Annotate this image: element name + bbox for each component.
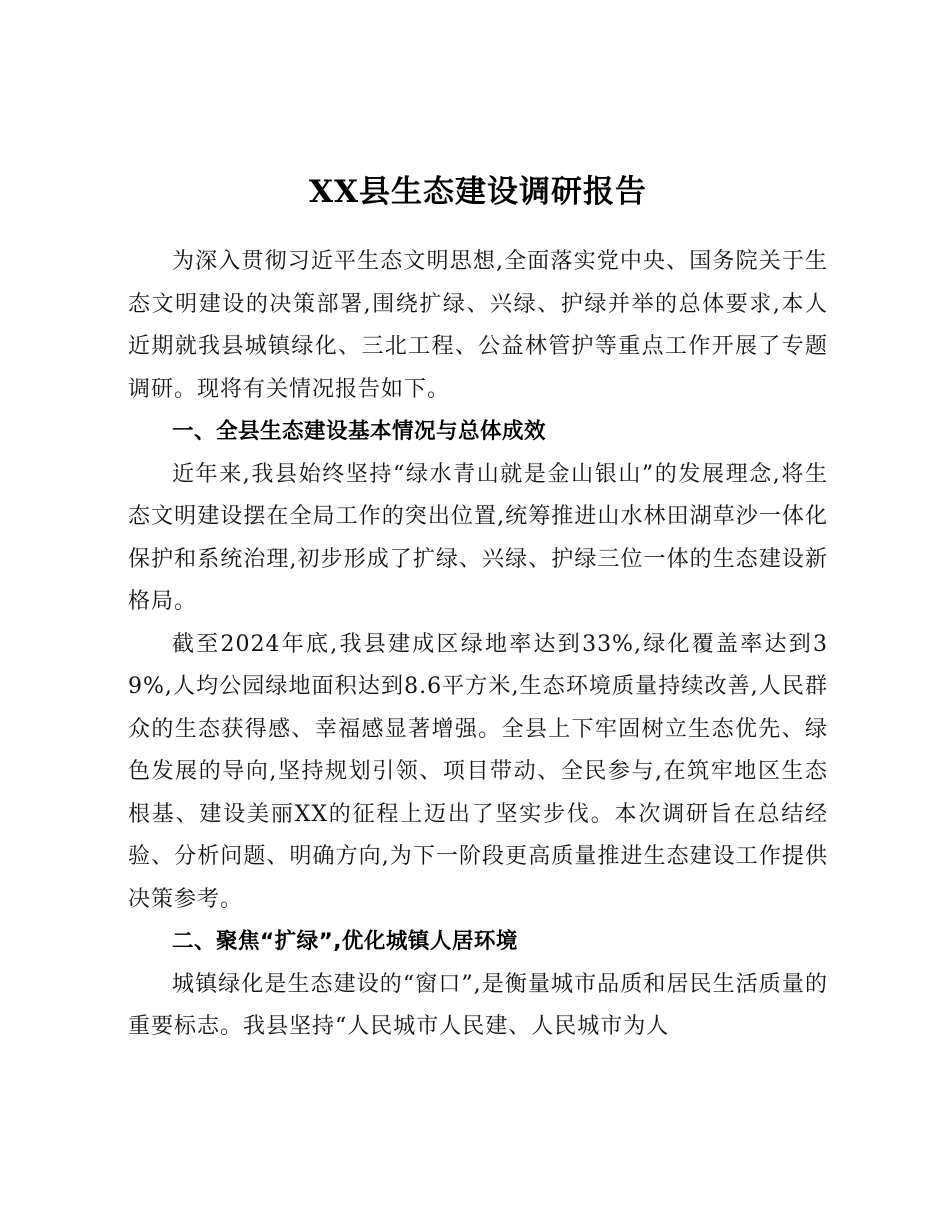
intro-paragraph: 为深入贯彻习近平生态文明思想,全面落实党中央、国务院关于生态文明建设的决策部署,围绕扩绿、兴绿、护绿并举的总体要求,本人近期就我县城镇绿化、三北工程、公益林管护等重点工作开展了专题调研。现将有关情况报告如下。 [128, 249, 828, 402]
section-heading-2: 二、聚焦“扩绿”,优化城镇人居环境 [172, 929, 518, 954]
section-heading-1: 一、全县生态建设基本情况与总体成效 [172, 419, 547, 444]
section-2-paragraph-1: 城镇绿化是生态建设的“窗口”,是衡量城市品质和居民生活质量的重要标志。我县坚持“人民城市人民建、人民城市为人 [128, 971, 828, 1039]
section-1-paragraph-1: 近年来,我县始终坚持“绿水青山就是金山银山”的发展理念,将生态文明建设摆在全局工作的突出位置,统筹推进山水林田湖草沙一体化保护和系统治理,初步形成了扩绿、兴绿、护绿三位一体的生态建设新格局。 [128, 461, 828, 614]
document-body [128, 166, 828, 1049]
section-1-paragraph-2: 截至2024年底,我县建成区绿地率达到33%,绿化覆盖率达到39%,人均公园绿地面积达到8.6平方米,生态环境质量持续改善,人民群众的生态获得感、幸福感显著增强。全县上下牢固树立生态优先、绿色发展的导向,坚持规划引领、项目带动、全民参与,在筑牢地区生态根基、建设美丽XX的征程上迈出了坚实步伐。本次调研旨在总结经验、分析问题、明确方向,为下一阶段更高质量推进生态建设工作提供决策参考。 [128, 631, 828, 912]
document-title: XX县生态建设调研报告 [308, 174, 648, 210]
